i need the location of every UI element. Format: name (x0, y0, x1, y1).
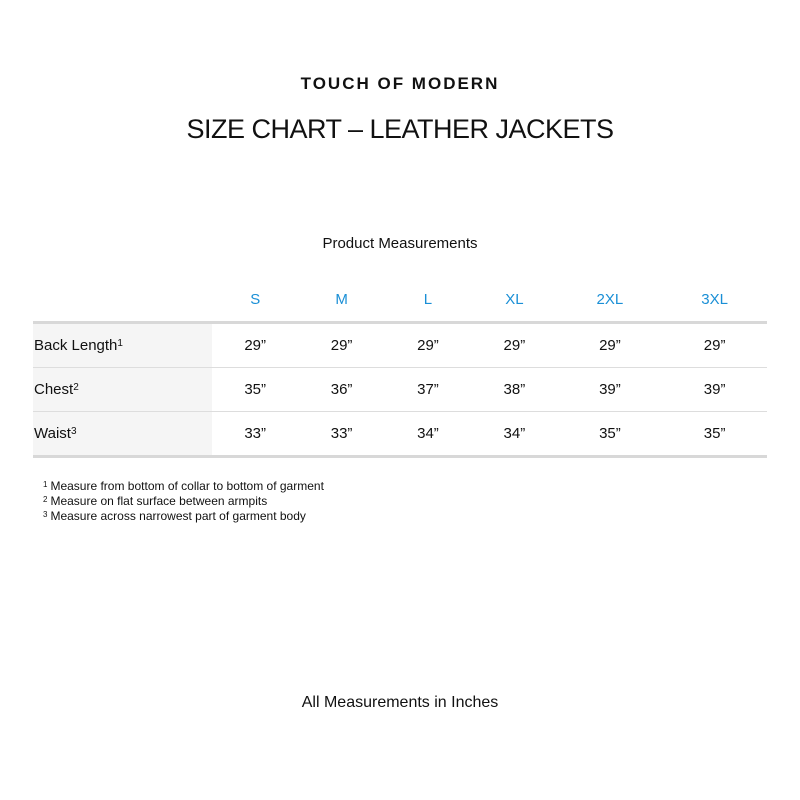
measurement-cell: 36” (298, 368, 384, 412)
measurement-cell: 37” (385, 368, 471, 412)
size-header: 3XL (701, 291, 728, 308)
footnote-text: Measure from bottom of collar to bottom of garment (50, 479, 324, 493)
size-header: S (250, 291, 261, 308)
measurement-cell: 39” (558, 368, 663, 412)
brand-logo: TOUCH OF MODERN (300, 74, 500, 93)
table-row (33, 323, 767, 368)
footnote (43, 508, 324, 523)
measurement-cell: 35” (558, 412, 663, 457)
footnote (43, 478, 324, 493)
measurement-cell: 35” (662, 412, 767, 457)
units-note: All Measurements in Inches (301, 694, 499, 711)
measurement-cell: 39” (662, 368, 767, 412)
size-header: 2XL (596, 291, 624, 308)
footnote-marker: 2 (73, 382, 79, 393)
corner-cell (33, 278, 212, 323)
table-row (33, 368, 767, 412)
footnote (43, 493, 324, 508)
size-header-row (33, 278, 767, 323)
row-label (33, 412, 212, 457)
row-label-text: Chest (34, 381, 74, 398)
size-chart-table (33, 278, 767, 458)
footnote-marker: 1 (43, 480, 48, 489)
row-label-text: Back Length (34, 337, 118, 354)
footnote-marker: 1 (117, 338, 123, 349)
measurement-cell: 34” (471, 412, 557, 457)
footnote-marker: 2 (43, 495, 48, 504)
measurement-cell: 35” (212, 368, 298, 412)
table-subtitle: Product Measurements (322, 235, 478, 252)
table-row (33, 412, 767, 457)
page-title: SIZE CHART – LEATHER JACKETS (186, 114, 614, 144)
size-header: XL (505, 291, 524, 308)
measurement-cell: 29” (471, 323, 557, 368)
measurement-cell: 29” (385, 323, 471, 368)
size-header: L (423, 291, 433, 308)
measurement-cell: 34” (385, 412, 471, 457)
measurement-cell: 33” (298, 412, 384, 457)
measurement-cell: 33” (212, 412, 298, 457)
footnote-text: Measure across narrowest part of garment body (50, 509, 306, 523)
footnote-marker: 3 (70, 426, 77, 437)
measurement-cell: 38” (471, 368, 557, 412)
row-label-text: Waist (34, 425, 71, 442)
footnote-marker: 3 (43, 510, 48, 519)
measurement-cell: 29” (212, 323, 298, 368)
size-header: M (335, 291, 348, 308)
measurement-cell: 29” (298, 323, 384, 368)
measurement-cell: 29” (558, 323, 663, 368)
footnote-text: Measure on flat surface between armpits (50, 494, 268, 508)
row-label (33, 323, 212, 368)
measurement-cell: 29” (662, 323, 767, 368)
row-label (33, 368, 212, 412)
footnotes (43, 478, 324, 523)
